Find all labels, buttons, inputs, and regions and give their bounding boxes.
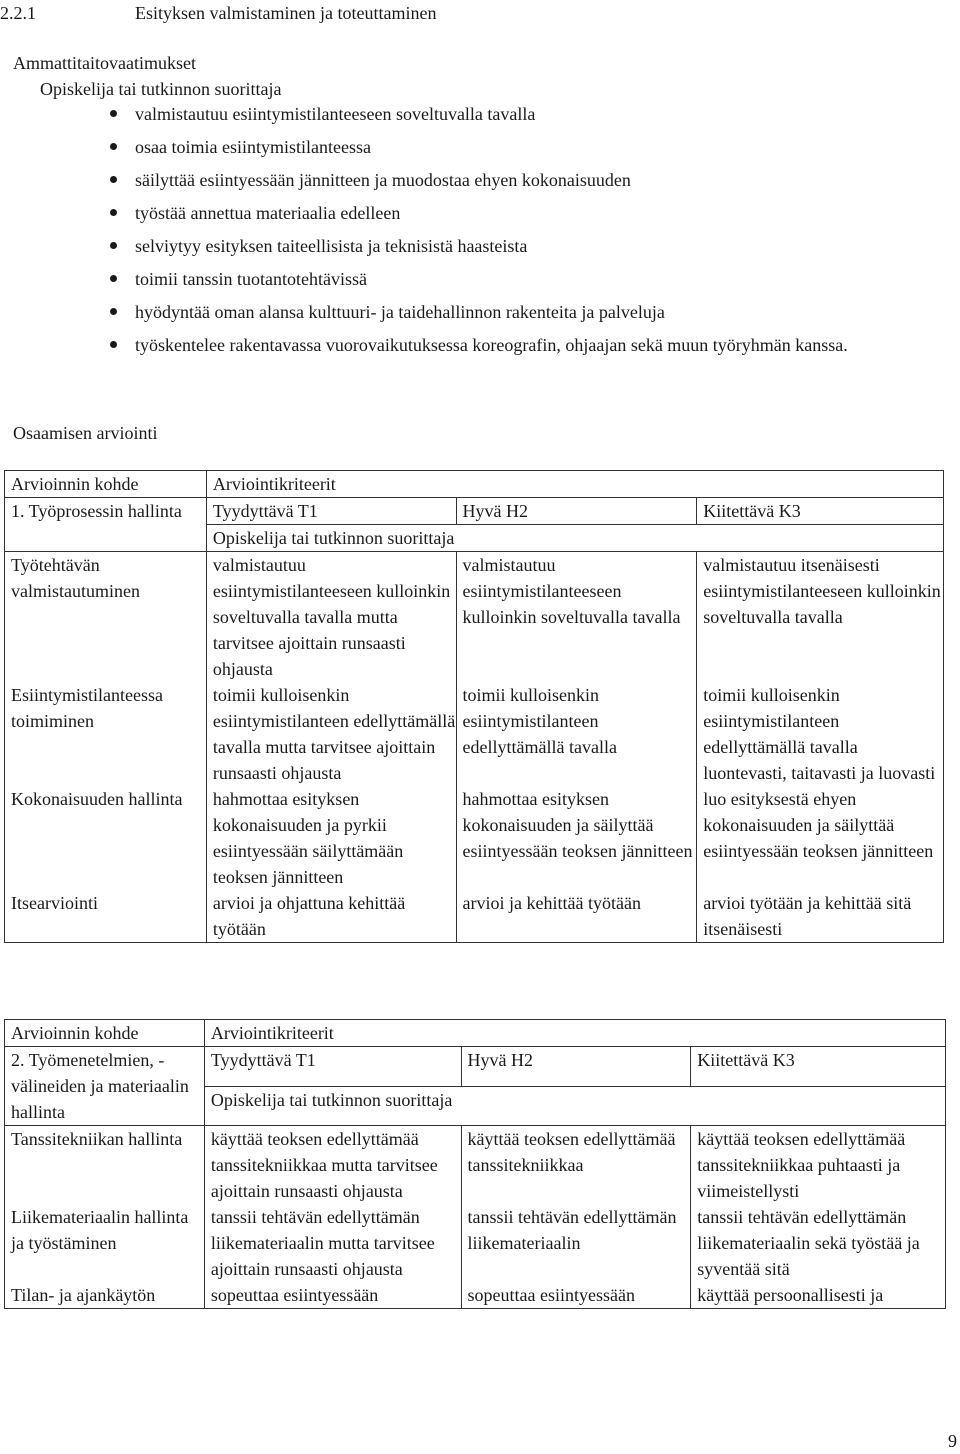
level-header: Hyvä H2 xyxy=(461,1047,691,1087)
assessment-target: 1. Työprosessin hallinta xyxy=(5,498,207,552)
assessment-title: Osaamisen arviointi xyxy=(13,423,158,443)
criteria-cell: hahmottaa esityksen kokonaisuuden ja säilyttää esiintyessään teoksen jännitteen xyxy=(456,786,697,890)
column-header-target: Arvioinnin kohde xyxy=(11,1023,139,1043)
requirement-item: työstää annettua materiaalia edelleen xyxy=(0,200,950,233)
requirement-item: selviytyy esityksen taiteellisista ja teknisistä haasteista xyxy=(0,233,950,266)
assessment-table-2 xyxy=(4,1019,946,1309)
table-row xyxy=(5,1047,946,1087)
criteria-cell: käyttää teoksen edellyttämää tanssitekniikkaa xyxy=(461,1126,691,1205)
criteria-cell: valmistautuu esiintymistilanteeseen kulloinkin soveltuvalla tavalla xyxy=(456,552,697,683)
table-row xyxy=(5,682,944,786)
criteria-cell: tanssii tehtävän edellyttämän liikemateriaalin xyxy=(461,1204,691,1282)
table-row xyxy=(5,786,944,890)
criteria-cell: valmistautuu itsenäisesti esiintymistilanteeseen kulloinkin soveltuvalla tavalla xyxy=(697,552,944,683)
criteria-cell: arvioi työtään ja kehittää sitä itsenäisesti xyxy=(697,890,944,943)
section-title: Esityksen valmistaminen ja toteuttaminen xyxy=(135,3,437,23)
criteria-cell: sopeuttaa esiintyessään xyxy=(204,1282,461,1309)
requirement-item: valmistautuu esiintymistilanteeseen soveltuvalla tavalla xyxy=(0,101,950,134)
criteria-cell: sopeuttaa esiintyessään xyxy=(461,1282,691,1309)
criteria-cell: valmistautuu esiintymistilanteeseen kulloinkin soveltuvalla tavalla mutta tarvitsee ajoittain runsaasti ohjausta xyxy=(206,552,456,683)
table-row xyxy=(5,552,944,683)
table-row xyxy=(5,1282,946,1309)
row-label: Kokonaisuuden hallinta xyxy=(11,789,183,809)
criteria-cell: käyttää teoksen edellyttämää tanssitekniikkaa puhtaasti ja viimeistellysti xyxy=(691,1126,946,1205)
row-label: Liikemateriaalin hallinta ja työstäminen xyxy=(11,1207,189,1253)
assessment-target: 2. Työmenetelmien, -välineiden ja materiaalin hallinta xyxy=(5,1047,205,1126)
requirements-title: Ammattitaitovaatimukset xyxy=(13,53,196,73)
table-header-row xyxy=(5,471,944,498)
criteria-cell: tanssii tehtävän edellyttämän liikemateriaalin sekä työstää ja syventää sitä xyxy=(691,1204,946,1282)
row-label: Työtehtävän valmistautuminen xyxy=(5,552,207,683)
table-row xyxy=(5,498,944,525)
table-row xyxy=(5,890,944,943)
criteria-cell: toimii kulloisenkin esiintymistilanteen edellyttämällä tavalla mutta tarvitsee ajoittain runsaasti ohjausta xyxy=(206,682,456,786)
subject-label: Opiskelija tai tutkinnon suorittaja xyxy=(204,1086,945,1126)
assessment-table-1 xyxy=(4,470,944,943)
level-header: Kiitettävä K3 xyxy=(697,498,944,525)
row-label: Tanssitekniikan hallinta xyxy=(5,1126,205,1205)
row-label: Itsearviointi xyxy=(11,893,98,913)
page-number: 9 xyxy=(948,1431,957,1451)
level-header: Hyvä H2 xyxy=(456,498,697,525)
criteria-cell: toimii kulloisenkin esiintymistilanteen edellyttämällä tavalla xyxy=(456,682,697,786)
row-label: Tilan- ja ajankäytön xyxy=(11,1285,156,1305)
column-header-target: Arvioinnin kohde xyxy=(11,474,139,494)
requirement-item: osaa toimia esiintymistilanteessa xyxy=(0,134,950,167)
criteria-cell: arvioi ja kehittää työtään xyxy=(456,890,697,943)
level-header: Kiitettävä K3 xyxy=(691,1047,946,1087)
criteria-cell: käyttää persoonallisesti ja xyxy=(691,1282,946,1309)
level-header: Tyydyttävä T1 xyxy=(204,1047,461,1087)
criteria-cell: käyttää teoksen edellyttämää tanssitekniikkaa mutta tarvitsee ajoittain runsaasti ohjausta xyxy=(204,1126,461,1205)
table-header-row xyxy=(5,1020,946,1047)
criteria-cell: luo esityksestä ehyen kokonaisuuden ja säilyttää esiintyessään teoksen jännitteen xyxy=(697,786,944,890)
requirement-item: säilyttää esiintyessään jännitteen ja muodostaa ehyen kokonaisuuden xyxy=(0,167,950,200)
column-header-criteria: Arviointikriteerit xyxy=(204,1020,945,1047)
table-row xyxy=(5,1126,946,1205)
criteria-cell: arvioi ja ohjattuna kehittää työtään xyxy=(206,890,456,943)
criteria-cell: hahmottaa esityksen kokonaisuuden ja pyrkii esiintyessään säilyttämään teoksen jännitteen xyxy=(206,786,456,890)
criteria-cell: toimii kulloisenkin esiintymistilanteen edellyttämällä tavalla luontevasti, taitavasti ja luovasti xyxy=(697,682,944,786)
criteria-cell: tanssii tehtävän edellyttämän liikemateriaalin mutta tarvitsee ajoittain runsaasti ohjausta xyxy=(204,1204,461,1282)
section-number: 2.2.1 xyxy=(0,3,36,23)
requirements-subtitle: Opiskelija tai tutkinnon suorittaja xyxy=(40,79,282,99)
section-heading xyxy=(0,0,436,26)
requirement-item: toimii tanssin tuotantotehtävissä xyxy=(0,266,950,299)
subject-label: Opiskelija tai tutkinnon suorittaja xyxy=(206,525,943,552)
table-row xyxy=(5,1204,946,1282)
requirement-item: hyödyntää oman alansa kulttuuri- ja taidehallinnon rakenteita ja palveluja xyxy=(0,299,950,332)
requirement-item: työskentelee rakentavassa vuorovaikutuksessa koreografin, ohjaajan sekä muun työryhmän kanssa. xyxy=(0,332,950,392)
column-header-criteria: Arviointikriteerit xyxy=(206,471,943,498)
requirements-list xyxy=(0,101,950,392)
level-header: Tyydyttävä T1 xyxy=(206,498,456,525)
row-label: Esiintymistilanteessa toimiminen xyxy=(11,685,163,731)
